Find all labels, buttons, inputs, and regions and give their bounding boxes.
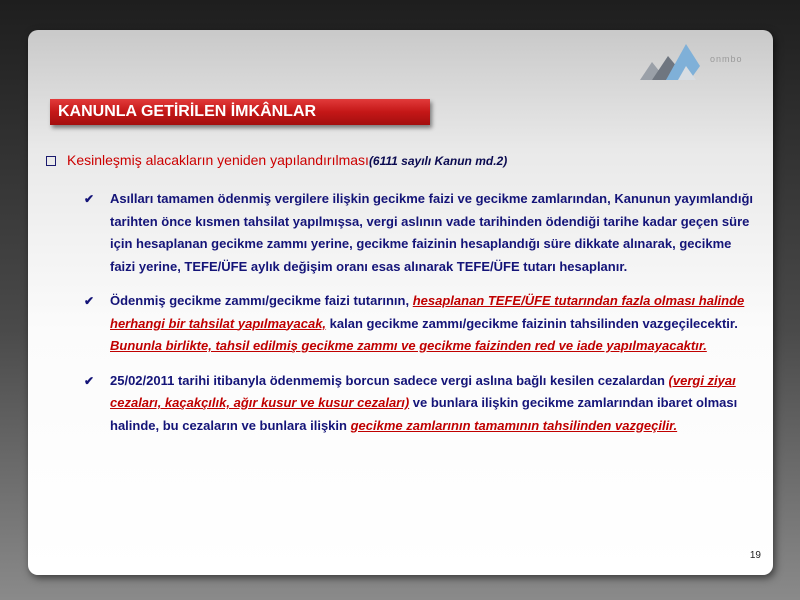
- body-text: ve bunlara ilişkin gecikme zamlarından ibaret olması halinde, bu cezaların ve bunlara ilişkin: [110, 395, 738, 433]
- sub-bullet-item: [84, 370, 754, 438]
- logo-text: onmbo: [710, 54, 743, 64]
- highlighted-text: hesaplanan TEFE/ÜFE tutarından fazla olması halinde herhangi bir tahsilat yapılmayacak,: [110, 293, 745, 331]
- body-text: Asılları tamamen ödenmiş vergilere ilişkin gecikme faizi ve gecikme zamlarından, Kanunun yayımlandığı tarihten önce kısmen tahsilat yapılmışsa, vergi aslının vade tarihinden ödendiği tarihe kadar geçen süre için hesaplanan gecikme zammı yerine, gecikme faizinin hesaplandığı süre dikkate alınarak, gecikme faizi yerine, TEFE/ÜFE aylık değişim oranı esas alınarak TEFE/ÜFE tutarı hesaplanır.: [110, 191, 754, 274]
- highlighted-text: (vergi ziyaı cezaları, kaçakçılık, ağır kusur ve kusur cezaları): [110, 372, 736, 410]
- sub-bullet-item: [84, 290, 754, 358]
- checkmark-icon: ✔: [84, 294, 95, 308]
- square-bullet-icon: [46, 156, 56, 166]
- highlighted-text: gecikme zamlarının tamamının tahsilinden vazgeçilir.: [350, 417, 678, 433]
- body-text: kalan gecikme zammı/gecikme faizinin tahsilinden vazgeçilecektir.: [326, 315, 738, 331]
- sub-bullet-list: [84, 188, 754, 449]
- highlighted-text: Bununla birlikte, tahsil edilmiş gecikme zammı ve gecikme faizinden red ve iade yapılmayacaktır.: [110, 338, 707, 353]
- body-text: Ödenmiş gecikme zammı/gecikme faizi tutarının,: [110, 293, 413, 308]
- heading-reference: (6111 sayılı Kanun md.2): [368, 154, 508, 168]
- checkmark-icon: ✔: [84, 192, 95, 206]
- slide-title: KANUNLA GETİRİLEN İMKÂNLAR: [50, 99, 430, 125]
- body-text: 25/02/2011 tarihi itibanyla ödenmemiş borcun sadece vergi aslına bağlı kesilen cezalardan: [110, 372, 669, 388]
- slide: [28, 30, 773, 575]
- sub-bullet-item: [84, 188, 754, 278]
- page-number: 19: [749, 550, 761, 561]
- checkmark-icon: ✔: [84, 373, 95, 388]
- company-logo: [638, 38, 768, 84]
- main-bullet: [46, 152, 746, 170]
- heading-text: Kesinleşmiş alacakların yeniden yapılandırılması: [67, 152, 369, 168]
- mountain-logo-icon: [638, 38, 710, 84]
